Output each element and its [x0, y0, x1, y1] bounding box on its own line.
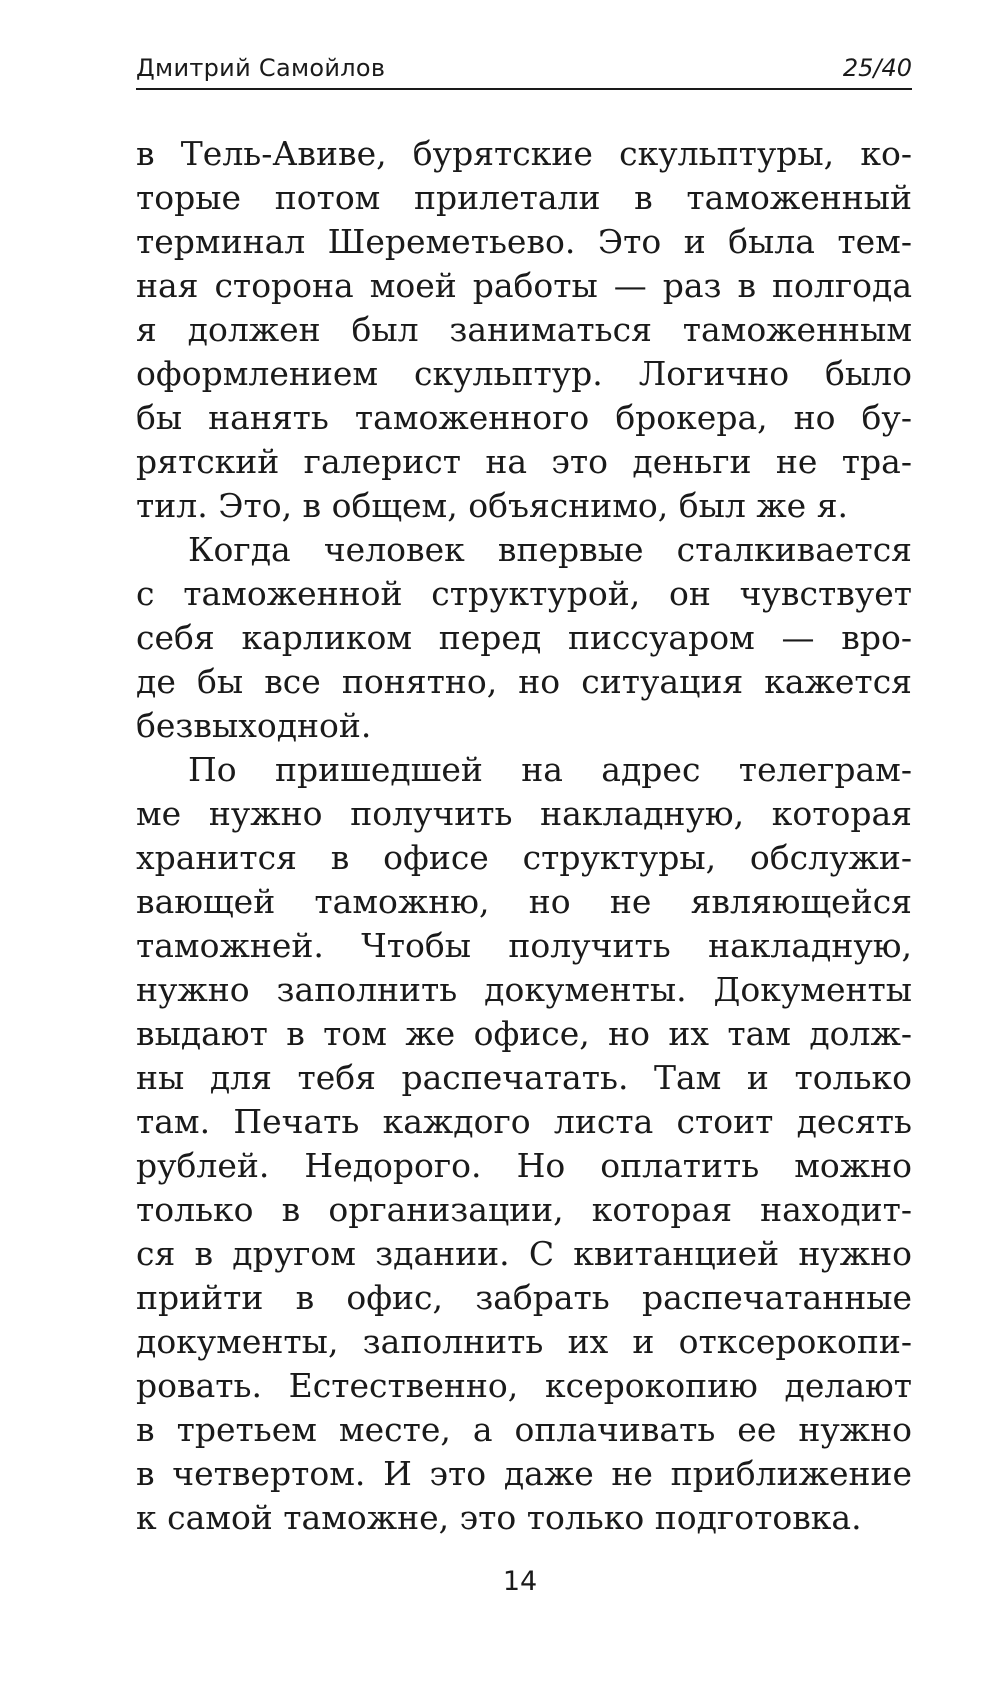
text-line: де бы все понятно, но ситуация кажется	[136, 662, 912, 701]
text-line: себя карликом перед писсуаром — вро-	[136, 618, 912, 657]
body-text	[136, 132, 912, 1540]
page-number: 14	[502, 1566, 538, 1597]
header-author: Дмитрий Самойлов	[136, 54, 386, 82]
text-line: нужно заполнить документы. Документы	[136, 970, 912, 1009]
text-line: я должен был заниматься таможенным	[136, 310, 912, 349]
paragraph	[136, 528, 912, 748]
text-line: ме нужно получить накладную, которая	[136, 794, 912, 833]
text-line: в третьем месте, а оплачивать ее нужно	[136, 1410, 912, 1449]
text-line: рятский галерист на это деньги не тра-	[136, 442, 912, 481]
text-line: в Тель-Авиве, бурятские скульптуры, ко-	[136, 134, 912, 173]
text-line: выдают в том же офисе, но их там долж-	[136, 1014, 912, 1053]
text-line: хранится в офисе структуры, обслужи-	[136, 838, 912, 877]
text-line: терминал Шереметьево. Это и была тем-	[136, 222, 912, 261]
header-page-ref: 25/40	[842, 54, 912, 82]
paragraph	[136, 132, 912, 528]
text-line: таможней. Чтобы получить накладную,	[136, 926, 912, 965]
text-line: только в организации, которая находит-	[136, 1190, 912, 1229]
paragraph	[136, 748, 912, 1540]
text-line: ны для тебя распечатать. Там и только	[136, 1058, 912, 1097]
text-line: в четвертом. И это даже не приближение	[136, 1454, 912, 1493]
text-line: тил. Это, в общем, объяснимо, был же я.	[136, 486, 849, 525]
text-line: ровать. Естественно, ксерокопию делают	[136, 1366, 912, 1405]
text-line: прийти в офис, забрать распечатанные	[136, 1278, 912, 1317]
header-rule	[136, 88, 912, 90]
text-line: бы нанять таможенного брокера, но бу-	[136, 398, 912, 437]
text-line: безвыходной.	[136, 706, 372, 745]
text-line: оформлением скульптур. Логично было	[136, 354, 912, 393]
text-line: По пришедшей на адрес телеграм-	[188, 750, 912, 789]
text-line: к самой таможне, это только подготовка.	[136, 1498, 862, 1537]
text-line: торые потом прилетали в таможенный	[136, 178, 912, 217]
text-line: ная сторона моей работы — раз в полгода	[136, 266, 912, 305]
text-line: там. Печать каждого листа стоит десять	[136, 1102, 912, 1141]
text-line: Когда человек впервые сталкивается	[188, 530, 912, 569]
running-header	[136, 50, 912, 90]
text-line: с таможенной структурой, он чувствует	[136, 574, 912, 613]
text-line: рублей. Недорого. Но оплатить можно	[136, 1146, 912, 1185]
text-line: документы, заполнить их и отксерокопи-	[136, 1322, 912, 1361]
text-line: ся в другом здании. С квитанцией нужно	[136, 1234, 912, 1273]
text-line: вающей таможню, но не являющейся	[136, 882, 912, 921]
